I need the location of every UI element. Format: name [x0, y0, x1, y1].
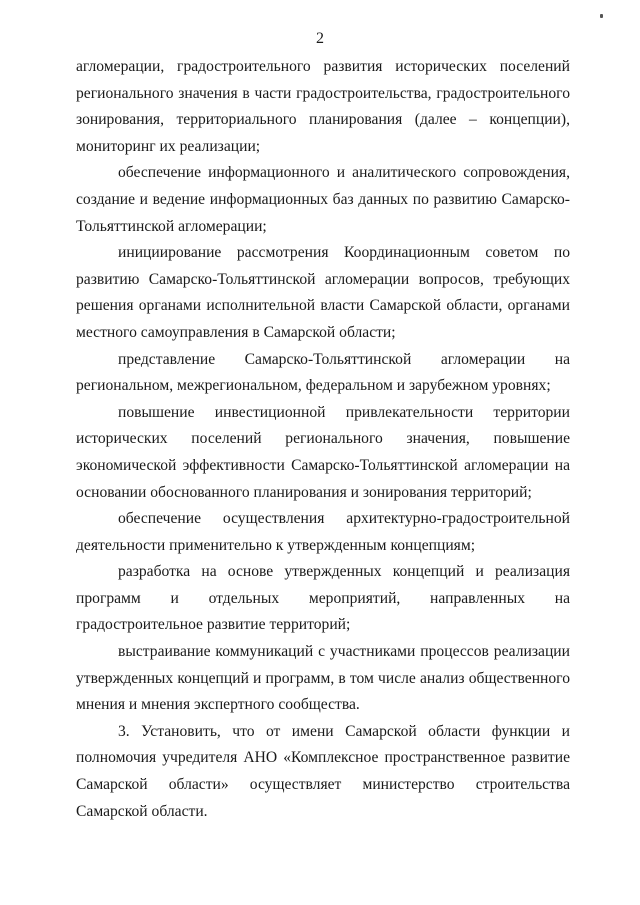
paragraph-information-support: обеспечение информационного и аналитического сопровождения, создание и ведение информационных баз данных по развитию Самарско-Тольяттинской агломерации;: [76, 164, 570, 235]
paragraph-investment-attractiveness: повышение инвестиционной привлекательности территории исторических поселений регионального значения, повышение экономической эффективности Самарско-Тольяттинской агломерации на основании обоснованного планирования и зонирования территорий;: [76, 403, 570, 501]
paragraph-continuation: агломерации, градостроительного развития исторических поселений регионального значения в части градостроительства, градостроительного зонирования, территориального планирования (далее – концепции), мониторинг их реализации;: [76, 58, 570, 155]
paragraph-architectural-activity: обеспечение осуществления архитектурно-градостроительной деятельности применительно к утвержденным концепциям;: [76, 510, 570, 554]
paragraph-communications: выстраивание коммуникаций с участниками процессов реализации утвержденных концепций и программ, в том числе анализ общественного мнения и мнения экспертного сообщества.: [76, 643, 570, 714]
paragraph-item-3: 3. Установить, что от имени Самарской области функции и полномочия учредителя АНО «Комплексное пространственное развитие Самарской области» осуществляет министерство строительства Самарской области.: [76, 722, 570, 820]
paragraph-initiation: инициирование рассмотрения Координационным советом по развитию Самарско-Тольяттинской агломерации вопросов, требующих решения органами исполнительной власти Самарской области, органами местного самоуправления в Самарской области;: [76, 244, 570, 341]
scan-mark: [600, 14, 603, 18]
page-number: 2: [316, 30, 324, 47]
paragraph-representation: представление Самарско-Тольяттинской агломерации на региональном, межрегиональном, федеральном и зарубежном уровнях;: [76, 350, 570, 395]
document-body: [76, 54, 570, 825]
paragraph-program-development: разработка на основе утвержденных концепций и реализация программ и отдельных мероприятий, направленных на градостроительное развитие территорий;: [76, 563, 570, 634]
